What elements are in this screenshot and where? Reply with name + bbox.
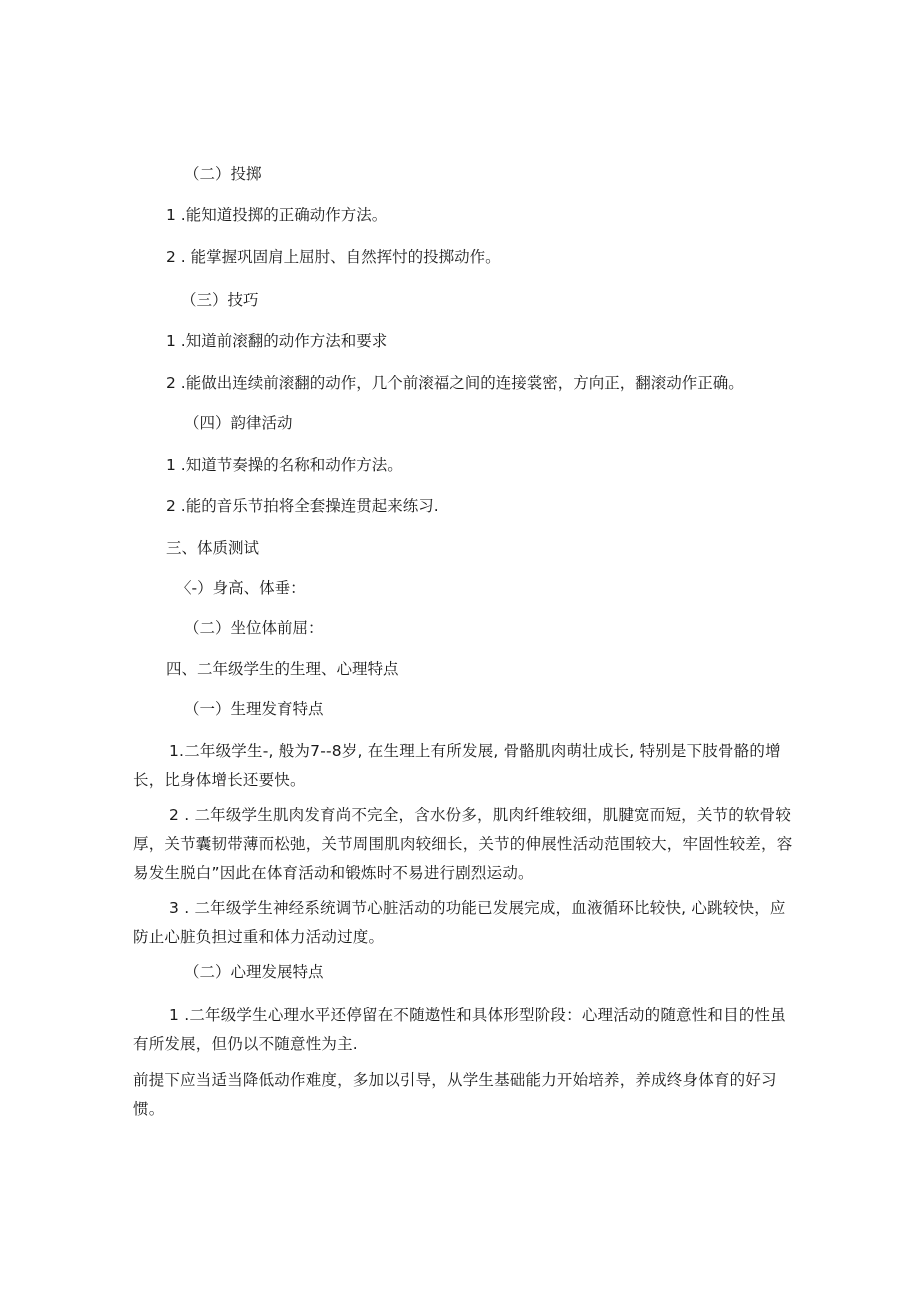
list-item: （二）坐位体前屈： (184, 619, 324, 637)
section-heading-characteristics: 四、二年级学生的生理、心理特点 (166, 660, 399, 678)
paragraph: 3 . 二年级学生神经系统调节心脏活动的功能已发展完成，血液循环比较快, 心跳较快，应防止心脏负担过重和体力活动过度。 (133, 899, 786, 946)
list-item: 〈-）身高、体垂： (176, 579, 306, 597)
heading-skills: （三）技巧 (181, 291, 259, 309)
paragraph: 2 . 二年级学生肌肉发育尚不完全，含水份多，肌肉纤维较细，肌腱宽而短，关节的软骨较厚，关节囊韧带薄而松弛，关节周围肌肉较细长，关节的伸展性活动范围较大，牢固性较差，容易发生脱白”因此在体育活动和锻炼时不易进行剧烈运动。 (133, 806, 793, 882)
list-item: 1 .能知道投掷的正确动作方法。 (166, 206, 388, 224)
heading-physiological: （一）生理发育特点 (184, 700, 324, 718)
list-item: 2 .能的音乐节拍将全套操连贯起来练习. (166, 497, 439, 515)
list-item: 2 . 能掌握巩固肩上屈肘、自然挥忖的投掷动作。 (166, 248, 501, 266)
paragraph: 1 .二年级学生心理水平还停留在不随遨性和具体形型阶段：心理活动的随意性和目的性虽有所发展，但仍以不随意性为主. (133, 1006, 786, 1053)
paragraph: 前提下应当适当降低动作难度，多加以引导，从学生基础能力开始培养，养成终身体育的好习惯。 (133, 1071, 777, 1118)
heading-throwing: （二）投掷 (184, 165, 262, 183)
heading-psychological: （二）心理发展特点 (184, 963, 324, 981)
list-item: 2 .能做出连续前滚翻的动作，几个前滚福之间的连接裳密，方向正，翻滚动作正确。 (166, 374, 744, 392)
heading-rhythmic-activity: （四）韵律活动 (184, 414, 293, 432)
list-item: 1 .知道前滚翻的动作方法和要求 (166, 332, 388, 350)
section-heading-fitness-test: 三、体质测试 (166, 539, 260, 557)
list-item: 1 .知道节奏操的名称和动作方法。 (166, 456, 403, 474)
paragraph: 1.二年级学生-, 般为7--8岁, 在生理上有所发展, 骨骼肌肉萌壮成长, 特别是下肢骨骼的增长，比身体增长还要快。 (133, 742, 781, 789)
